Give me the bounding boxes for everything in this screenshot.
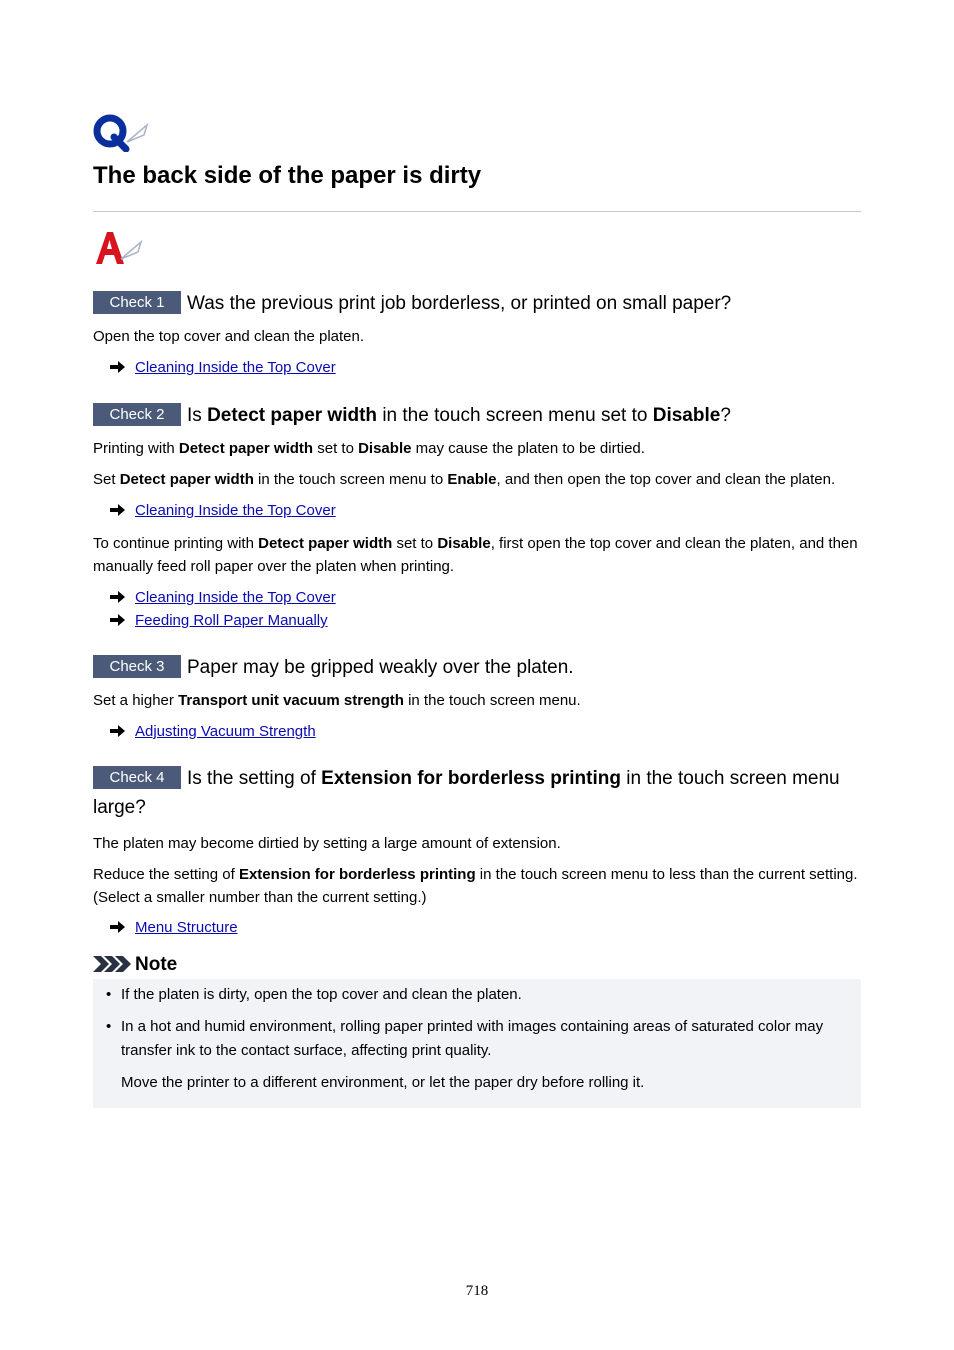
check-2-section bbox=[93, 401, 861, 632]
check-4-badge: Check 4 bbox=[93, 766, 181, 789]
chevrons-icon bbox=[93, 956, 131, 972]
check-4-link-row bbox=[93, 916, 861, 939]
check-2-link-row-3 bbox=[93, 609, 861, 632]
arrow-right-icon bbox=[110, 591, 125, 603]
page-title: The back side of the paper is dirty bbox=[93, 162, 482, 189]
check-3-heading: Check 3 Paper may be gripped weakly over the platen. bbox=[93, 653, 861, 682]
check-2-link-row-2 bbox=[93, 586, 861, 609]
check-4-text-1: The platen may become dirtied by setting a large amount of extension. bbox=[93, 835, 561, 852]
check-2-badge: Check 2 bbox=[93, 403, 181, 426]
check-3-section bbox=[93, 653, 861, 743]
divider bbox=[93, 211, 861, 212]
note-item-1: • If the platen is dirty, open the top cover and clean the platen. bbox=[106, 986, 522, 1003]
check-4-text-2: Reduce the setting of Extension for borderless printing in the touch screen menu to less than the current setting. (Select a smaller number than the current setting.) bbox=[93, 866, 858, 906]
note-item-2: • In a hot and humid environment, rolling paper printed with images containing areas of saturated color may transfer ink to the contact surface, affecting print quality. bbox=[106, 1018, 824, 1059]
check-3-link-row bbox=[93, 720, 861, 743]
link-menu-structure[interactable]: Menu Structure bbox=[135, 919, 238, 936]
check-3-text: Set a higher Transport unit vacuum strength in the touch screen menu. bbox=[93, 692, 581, 709]
check-2-text-2: Set Detect paper width in the touch screen menu to Enable, and then open the top cover and clean the platen. bbox=[93, 471, 836, 488]
a-icon bbox=[93, 229, 143, 267]
check-1-text: Open the top cover and clean the platen. bbox=[93, 328, 365, 345]
check-2-heading: Check 2 Is Detect paper width in the touch screen menu set to Disable? bbox=[93, 401, 861, 430]
note-heading: Note bbox=[93, 952, 177, 978]
link-cleaning-top-cover[interactable]: Cleaning Inside the Top Cover bbox=[135, 589, 336, 606]
note-item-2-sub: Move the printer to a different environment, or let the paper dry before rolling it. bbox=[121, 1074, 645, 1091]
q-icon bbox=[93, 112, 149, 152]
check-2-text-1: Printing with Detect paper width set to Disable may cause the platen to be dirtied. bbox=[93, 440, 645, 457]
check-2-link-row-1 bbox=[93, 499, 861, 522]
check-3-badge: Check 3 bbox=[93, 655, 181, 678]
note-box bbox=[93, 979, 861, 1108]
link-cleaning-top-cover[interactable]: Cleaning Inside the Top Cover bbox=[135, 502, 336, 519]
check-2-text-3: To continue printing with Detect paper width set to Disable, first open the top cover and clean the platen, and then manually feed roll paper over the platen when printing. bbox=[93, 535, 858, 575]
arrow-right-icon bbox=[110, 504, 125, 516]
link-adjusting-vacuum[interactable]: Adjusting Vacuum Strength bbox=[135, 723, 316, 740]
link-cleaning-top-cover[interactable]: Cleaning Inside the Top Cover bbox=[135, 359, 336, 376]
check-4-section bbox=[93, 764, 861, 939]
page-number: 718 bbox=[465, 1283, 489, 1299]
check-4-heading: Check 4 Is the setting of Extension for borderless printing in the touch screen menu large? bbox=[93, 768, 840, 818]
arrow-right-icon bbox=[110, 725, 125, 737]
check-1-badge: Check 1 bbox=[93, 291, 181, 314]
link-feeding-roll-paper[interactable]: Feeding Roll Paper Manually bbox=[135, 612, 328, 629]
arrow-right-icon bbox=[110, 614, 125, 626]
check-1-heading: Check 1 Was the previous print job borderless, or printed on small paper? bbox=[93, 289, 861, 318]
check-1-link-row bbox=[93, 356, 861, 379]
arrow-right-icon bbox=[110, 361, 125, 373]
arrow-right-icon bbox=[110, 921, 125, 933]
check-1-section bbox=[93, 289, 861, 379]
